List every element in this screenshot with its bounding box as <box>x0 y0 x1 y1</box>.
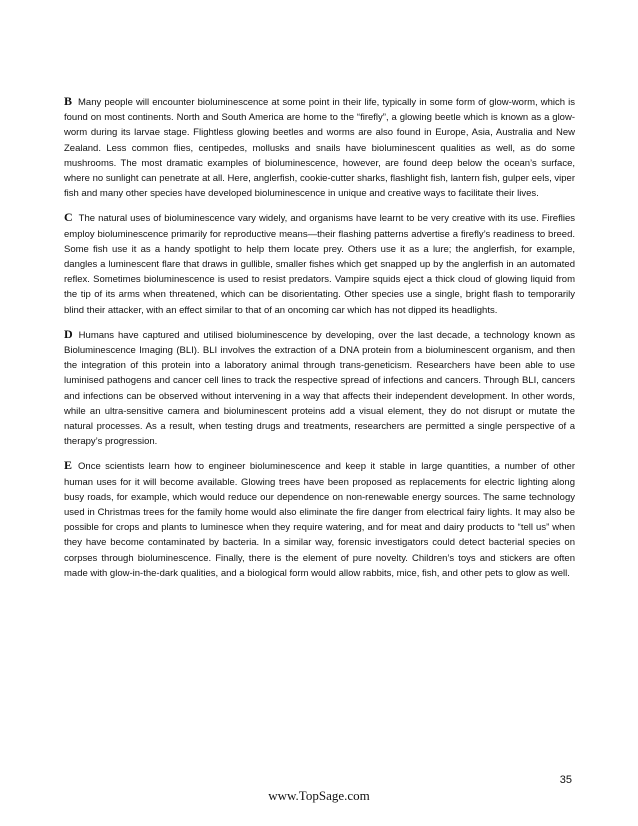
paragraph-letter: B <box>64 94 73 108</box>
paragraph-text: Humans have captured and utilised bioluminescence by developing, over the last decade, a technology known as Bioluminescence Imaging (BLI). BLI involves the extraction of a DNA protein from a bioluminescent organism, and then the integration of this protein into a laboratory animal through trans-geneticism. Researchers have been able to use luminised pathogens and cancer cell lines to track the respective spread of infections and cancers. Through BLI, cancers and infections can be observed without intervening in a way that affects their independent development. In other words, while an ultra-sensitive camera and bioluminescent proteins add a visual element, they do not disrupt or mutate the natural processes. As a result, when testing drugs and treatments, researchers are permitted a single perspective of a therapy’s progression. <box>64 329 575 448</box>
paragraph-d <box>64 327 575 450</box>
paragraph-text: The natural uses of bioluminescence vary widely, and organisms have learnt to be very creative with its use. Fireflies employ bioluminescence primarily for reproductive means—their flashing patterns advertise a firefly’s readiness to breed. Some fish use it as a handy spotlight to help them locate prey. Others use it as a lure; the anglerfish, for example, dangles a luminescent flare that draws in gullible, smaller fishes which get snapped up by the anglerfish in an automated reflex. Sometimes bioluminescence is used to resist predators. Vampire squids eject a thick cloud of glowing liquid from the tip of its arms when threatened, which can be disorientating. Other species use a single, bright flash to temporarily blind their attacker, with an effect similar to that of an oncoming car which has not dipped its headlights. <box>64 213 575 316</box>
paragraph-c <box>64 210 575 317</box>
paragraph-letter: E <box>64 458 73 473</box>
page-number: 35 <box>559 774 572 786</box>
paragraph-letter: C <box>64 210 73 225</box>
paragraph-e <box>64 458 575 581</box>
paragraph-text: Many people will encounter bioluminescence at some point in their life, typically in some form of glow-worm, which is found on most continents. North and South America are home to the “firefly”, a glowing beetle which is known as a glow-worm during its larvae stage. Flightless glowing beetles and worms are also found in Europe, Asia, Australia and New Zealand. Less common flies, centipedes, mollusks and snails have bioluminescent qualities as well, as do some mushrooms. The most dramatic examples of bioluminescence, however, are found deep below the ocean’s surface, where no sunlight can penetrate at all. Here, anglerfish, cookie-cutter sharks, flashlight fish, lantern fish, gulper eels, viper fish and many other species have developed bioluminescence in unique and creative ways to facilitate their lives. <box>64 97 575 200</box>
paragraph-letter: D <box>64 326 73 341</box>
footer-url: www.TopSage.com <box>268 788 370 803</box>
paragraph-b <box>64 94 575 201</box>
paragraph-text: Once scientists learn how to engineer bioluminescence and keep it stable in large quantities, a number of other human uses for it will become available. Glowing trees have been proposed as replacements for electric lighting along busy roads, for example, which would reduce our dependence on non-renewable energy sources. The same technology used in Christmas trees for the family home would also eliminate the fire danger from electrical fairy lights. It may also be possible for crops and plants to luminesce when they require watering, and for meat and dairy products to “tell us” when they have become contaminated by bacteria. In a similar way, forensic investigators could detect bacterial species on corpses through bioluminescence. Finally, there is the element of pure novelty. Children’s toys and stickers are often made with glow-in-the-dark qualities, and a biological form would allow rabbits, mice, fish, and other pets to glow as well. <box>64 461 575 579</box>
article-body <box>64 94 575 590</box>
